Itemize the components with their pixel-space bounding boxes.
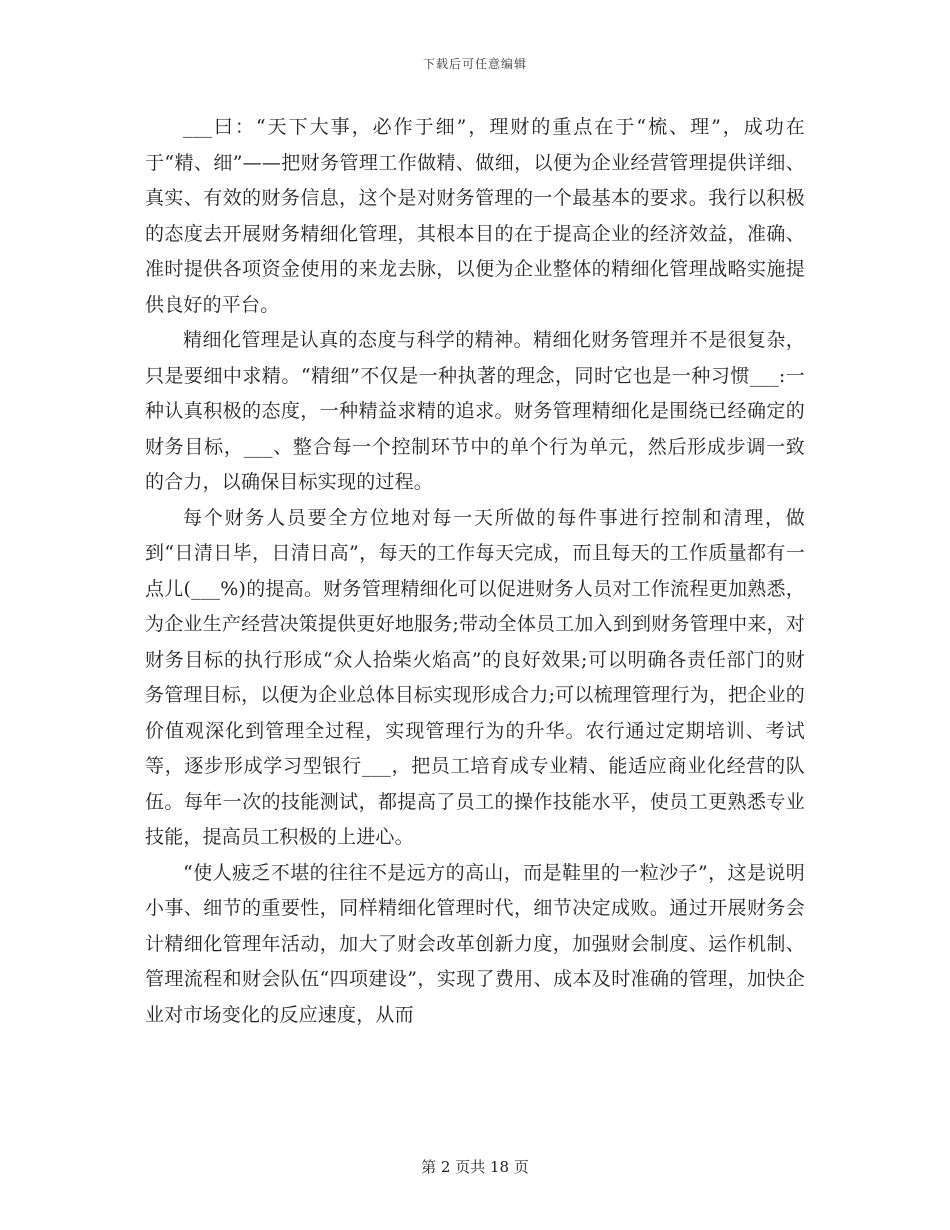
page-header: 下载后可任意编辑 xyxy=(422,57,527,71)
paragraph-3: 每个财务人员要全方位地对每一天所做的每件事进行控制和清理，做到“日清日毕，日清日高”，每天的工作每天完成，而且每天的工作质量都有一点儿(___%)的提高。财务管理精细化可以促进财务人员对工作流程更加熟悉，为企业生产经营决策提供更好地服务;带动全体员工加入到到财务管理中来，对财务目标的执行形成“众人拾柴火焰高”的良好效果;可以明确各责任部门的财务管理目标，以便为企业总体目标实现形成合力;可以梳理管理行为，把企业的价值观深化到管理全过程，实现管理行为的升华。农行通过定期培训、考试等，逐步形成学习型银行___，把员工培育成专业精、能适应商业化经营的队伍。每年一次的技能测试，都提高了员工的操作技能水平，使员工更熟悉专业技能，提高员工积极的上进心。 xyxy=(145,506,805,848)
page-footer: 第 2 页共 18 页 xyxy=(421,1158,529,1176)
paragraph-2: 精细化管理是认真的态度与科学的精神。精细化财务管理并不是很复杂，只是要细中求精。“精细”不仅是一种执著的理念，同时它也是一种习惯___:一种认真积极的态度，一种精益求精的追求。财务管理精细化是围绕已经确定的财务目标，___、整合每一个控制环节中的单个行为单元，然后形成步调一致的合力，以确保目标实现的过程。 xyxy=(145,329,805,493)
paragraph-4: “使人疲乏不堪的往往不是远方的高山，而是鞋里的一粒沙子”，这是说明小事、细节的重要性，同样精细化管理时代，细节决定成败。通过开展财务会计精细化管理年活动，加大了财会改革创新力度，加强财会制度、运作机制、管理流程和财会队伍“四项建设”，实现了费用、成本及时准确的管理，加快企业对市场变化的反应速度，从而 xyxy=(145,861,805,1026)
paragraph-1: ___曰：“天下大事，必作于细”，理财的重点在于“梳、理”，成功在于“精、细”——把财务管理工作做精、做细，以便为企业经营管理提供详细、真实、有效的财务信息，这个是对财务管理的一个最基本的要求。我行以积极的态度去开展财务精细化管理，其根本目的在于提高企业的经济效益，准确、准时提供各项资金使用的来龙去脉，以便为企业整体的精细化管理战略实施提供良好的平台。 xyxy=(145,116,805,316)
document-body xyxy=(145,110,805,1033)
